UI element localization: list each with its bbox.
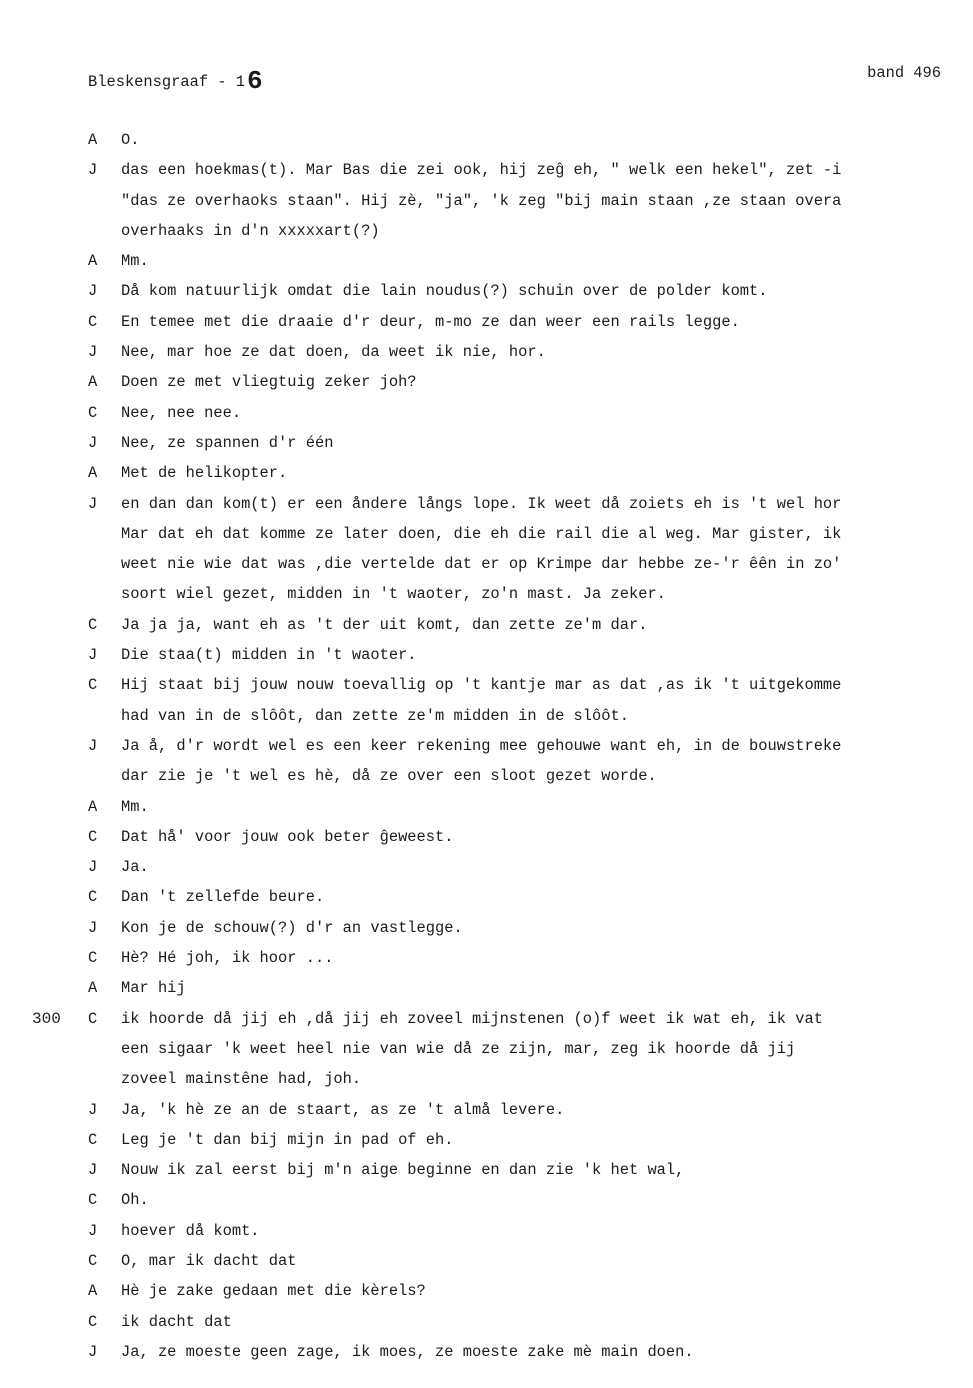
utterance-text: een sigaar 'k weet heel nie van wie då ze zijn, mar, zeg ik hoorde då jij bbox=[121, 1039, 796, 1058]
speaker-label: C bbox=[88, 1191, 98, 1210]
utterance-text: Hij staat bij jouw nouw toevallig op 't kantje mar as dat ,as ik 't uitgekomme bbox=[121, 676, 842, 695]
speaker-label: J bbox=[88, 1161, 98, 1180]
utterance-text: O. bbox=[121, 131, 140, 149]
transcript-turn bbox=[0, 852, 973, 882]
speaker-label: A bbox=[88, 1282, 98, 1301]
speaker-label: A bbox=[88, 252, 98, 271]
utterance-text: Ja, ze moeste geen zage, ik moes, ze moeste zake mè main doen. bbox=[121, 1342, 694, 1361]
transcript-turn bbox=[0, 792, 973, 822]
transcript-turn bbox=[0, 458, 973, 488]
transcript-turn bbox=[0, 1276, 973, 1306]
speaker-label: J bbox=[88, 433, 98, 452]
utterance-text: Kon je de schouw(?) d'r an vastlegge. bbox=[121, 918, 463, 937]
utterance-text: Hè je zake gedaan met die kèrels? bbox=[121, 1282, 426, 1301]
speaker-label: J bbox=[88, 918, 98, 937]
transcript-turn bbox=[0, 640, 973, 670]
speaker-label: A bbox=[88, 797, 98, 816]
transcript-turn bbox=[0, 882, 973, 912]
speaker-label: C bbox=[88, 1130, 98, 1149]
utterance-text: en dan dan kom(t) er een åndere långs lope. Ik weet då zoiets eh is 't wel hor bbox=[121, 494, 842, 513]
utterance-text: Met de helikopter. bbox=[121, 464, 288, 483]
transcript-turn bbox=[0, 822, 973, 852]
utterance-text: das een hoekmas(t). Mar Bas die zei ook, hij zeĝ eh, " welk een hekel", zet -i bbox=[121, 161, 842, 180]
transcript-turn bbox=[0, 246, 973, 276]
transcript-turn bbox=[0, 973, 973, 1003]
speaker-label: J bbox=[88, 161, 98, 180]
transcript-turn bbox=[0, 1095, 973, 1125]
transcript-turn bbox=[0, 1155, 973, 1185]
page-header bbox=[88, 64, 941, 96]
transcript-turn bbox=[0, 1125, 973, 1155]
transcript-line bbox=[0, 1064, 973, 1094]
utterance-text: Ja. bbox=[121, 858, 149, 877]
utterance-text: Leg je 't dan bij mijn in pad of eh. bbox=[121, 1130, 454, 1149]
speaker-label: C bbox=[88, 312, 98, 331]
speaker-label: J bbox=[88, 736, 98, 755]
speaker-label: C bbox=[88, 888, 98, 907]
speaker-label: C bbox=[88, 1251, 98, 1270]
speaker-label: C bbox=[88, 615, 98, 634]
transcript-turn bbox=[0, 1246, 973, 1276]
transcript-turn bbox=[0, 367, 973, 397]
transcript-turn bbox=[0, 1185, 973, 1215]
header-page-number: 6 bbox=[247, 66, 263, 96]
speaker-label: C bbox=[88, 949, 98, 968]
utterance-text: Ja, 'k hè ze an de staart, as ze 't almå levere. bbox=[121, 1100, 565, 1119]
utterance-text: Mm. bbox=[121, 797, 149, 816]
speaker-label: J bbox=[88, 282, 98, 301]
transcript-line bbox=[0, 579, 973, 609]
header-band: band 496 bbox=[867, 64, 941, 82]
transcript-turn bbox=[0, 276, 973, 306]
utterance-text: Ja ja ja, want eh as 't der uit komt, dan zette ze'm dar. bbox=[121, 615, 648, 634]
transcript-turn bbox=[0, 428, 973, 458]
utterance-text: Doen ze met vliegtuig zeker joh? bbox=[121, 373, 417, 392]
utterance-text: Mar hij bbox=[121, 979, 186, 998]
utterance-text: ik hoorde då jij eh ,då jij eh zoveel mijnstenen (o)f weet ik wat eh, ik vat bbox=[121, 1009, 823, 1028]
utterance-text: zoveel mainstêne had, joh. bbox=[121, 1070, 362, 1089]
speaker-label: C bbox=[88, 403, 98, 422]
transcript-line bbox=[0, 519, 973, 549]
transcript bbox=[0, 125, 973, 1367]
speaker-label: C bbox=[88, 1312, 98, 1331]
header-title bbox=[88, 64, 263, 94]
transcript-turn bbox=[0, 1337, 973, 1367]
utterance-text: O, mar ik dacht dat bbox=[121, 1251, 297, 1270]
speaker-label: J bbox=[88, 343, 98, 362]
utterance-text: ik dacht dat bbox=[121, 1312, 232, 1331]
speaker-label: J bbox=[88, 1221, 98, 1240]
utterance-text: had van in de slôôt, dan zette ze'm midden in de slôôt. bbox=[121, 706, 629, 725]
speaker-label: J bbox=[88, 646, 98, 665]
utterance-text: Mar dat eh dat komme ze later doen, die eh die rail die al weg. Mar gister, ik bbox=[121, 524, 842, 543]
utterance-text: Hè? Hé joh, ik hoor ... bbox=[121, 949, 334, 968]
utterance-text: Die staa(t) midden in 't waoter. bbox=[121, 646, 417, 665]
utterance-text: Mm. bbox=[121, 252, 149, 271]
transcript-turn bbox=[0, 610, 973, 640]
transcript-turn bbox=[0, 1307, 973, 1337]
speaker-label: J bbox=[88, 1342, 98, 1361]
transcript-line bbox=[0, 761, 973, 791]
transcript-turn bbox=[0, 913, 973, 943]
speaker-label: C bbox=[88, 676, 98, 695]
utterance-text: Nee, ze spannen d'r één bbox=[121, 433, 334, 452]
line-number: 300 bbox=[32, 1009, 61, 1028]
speaker-label: C bbox=[88, 1009, 98, 1028]
header-place: Bleskensgraaf - 1 bbox=[88, 73, 246, 91]
speaker-label: C bbox=[88, 827, 98, 846]
utterance-text: weet nie wie dat was ,die vertelde dat er op Krimpe dar hebbe ze-'r êên in zo' bbox=[121, 555, 842, 574]
speaker-label: J bbox=[88, 1100, 98, 1119]
transcript-line bbox=[0, 1034, 973, 1064]
transcript-line bbox=[0, 186, 973, 216]
transcript-line bbox=[0, 701, 973, 731]
speaker-label: J bbox=[88, 858, 98, 877]
speaker-label: A bbox=[88, 464, 98, 483]
transcript-turn bbox=[0, 943, 973, 973]
transcript-turn bbox=[0, 155, 973, 185]
transcript-turn bbox=[0, 1004, 973, 1034]
utterance-text: Oh. bbox=[121, 1191, 149, 1210]
utterance-text: Nee, nee nee. bbox=[121, 403, 242, 422]
transcript-line bbox=[0, 549, 973, 579]
transcript-turn bbox=[0, 398, 973, 428]
transcript-turn bbox=[0, 1216, 973, 1246]
transcript-line bbox=[0, 216, 973, 246]
utterance-text: soort wiel gezet, midden in 't waoter, zo'n mast. Ja zeker. bbox=[121, 585, 666, 604]
utterance-text: overhaaks in d'n xxxxxart(?) bbox=[121, 221, 380, 240]
transcript-turn bbox=[0, 670, 973, 700]
utterance-text: Nee, mar hoe ze dat doen, da weet ik nie, hor. bbox=[121, 343, 546, 362]
speaker-label: A bbox=[88, 979, 98, 998]
speaker-label: A bbox=[88, 131, 98, 149]
transcript-turn bbox=[0, 125, 973, 155]
speaker-label: J bbox=[88, 494, 98, 513]
utterance-text: Ja å, d'r wordt wel es een keer rekening mee gehouwe want eh, in de bouwstreke bbox=[121, 736, 842, 755]
transcript-turn bbox=[0, 337, 973, 367]
utterance-text: Dan 't zellefde beure. bbox=[121, 888, 325, 907]
utterance-text: Nouw ik zal eerst bij m'n aige beginne en dan zie 'k het wal, bbox=[121, 1161, 685, 1180]
utterance-text: Då kom natuurlijk omdat die lain noudus(?) schuin over de polder komt. bbox=[121, 282, 768, 301]
transcript-turn bbox=[0, 731, 973, 761]
speaker-label: A bbox=[88, 373, 98, 392]
utterance-text: dar zie je 't wel es hè, då ze over een sloot gezet worde. bbox=[121, 767, 657, 786]
transcript-turn bbox=[0, 489, 973, 519]
transcript-turn bbox=[0, 307, 973, 337]
utterance-text: "das ze overhaoks staan". Hij zè, "ja", 'k zeg "bij main staan ,ze staan overa bbox=[121, 191, 842, 210]
utterance-text: Dat hå' voor jouw ook beter ĝeweest. bbox=[121, 827, 454, 846]
utterance-text: En temee met die draaie d'r deur, m-mo ze dan weer een rails legge. bbox=[121, 312, 740, 331]
utterance-text: hoever då komt. bbox=[121, 1221, 260, 1240]
